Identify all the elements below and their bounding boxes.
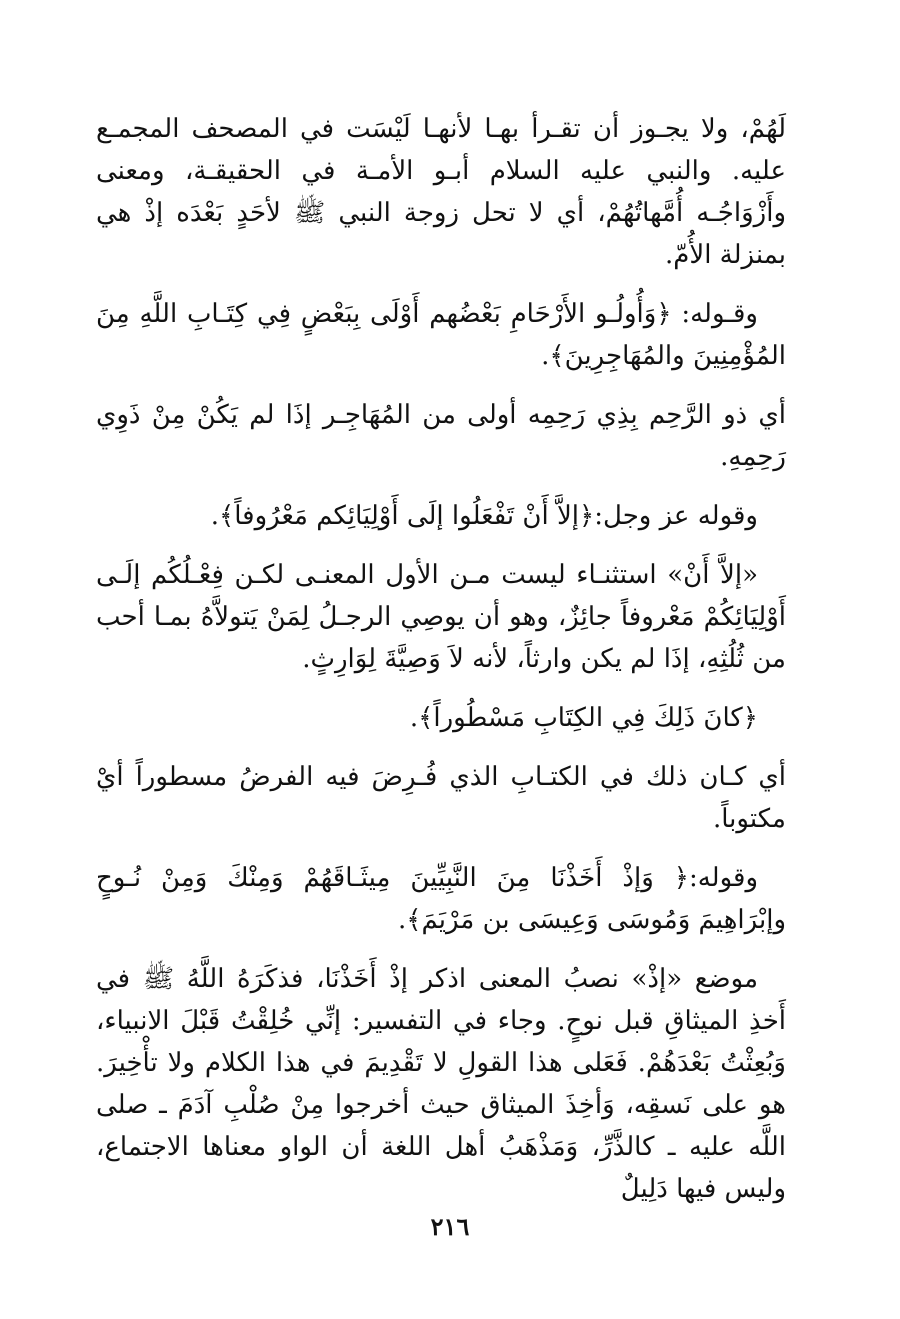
paragraph-2: وقـوله: ﴿وَأُولُـو الأَرْحَامِ بَعْضُهم أَوْلَى بِبَعْضٍ فِي كِتَـابِ اللَّهِ مِنَ المُؤْمِنِينَ والمُهَاجِرِينَ﴾.	[96, 299, 786, 371]
page-number: ٢١٦	[430, 1212, 470, 1241]
paragraph-1: لَهُمْ، ولا يجـوز أن تقـرأ بهـا لأنهـا لَيْسَت في المصحف المجمـع عليه. والنبي عليه السلام أبـو الأمـة في الحقيقـة، ومعنى وأَزْوَاجُـه أُمَّهاتُهُمْ، أي لا تحل زوجة النبي ﷺ لأحَدٍ بَعْدَه إذْ هي بمنزلة الأُمّ.	[96, 114, 786, 270]
paragraph-5: «إلاَّ أَنْ» استثنـاء ليست مـن الأول المعنـى لكـن فِعْـلُكُم إلَـى أَوْلِيَائِكُمْ مَعْروفاً جائِزٌ، وهو أن يوصِي الرجـلُ لِمَنْ يَتولاَّهُ بمـا أحب من ثُلُثِهِ، إذَا لم يكن وارثاً، لأنه لاَ وَصِيَّةَ لِوَارِثٍ.	[96, 560, 786, 674]
paragraph-9: موضع «إذْ» نصبُ المعنى اذكر إذْ أَخَذْنَا، فذكَرَهُ اللَّهُ ﷺ في أَخذِ الميثاقِ قبل نوحٍ. وجاء في التفسير: إنِّي خُلِقْتُ قَبْلَ الانبياء، وَبُعِثْتُ بَعْدَهُمْ. فَعَلى هذا القولِ لا تَقْدِيمَ في هذا الكلام ولا تأْخِيرَ. هو على نَسقِه، وَأخِذَ الميثاق حيث أخرجوا مِنْ صُلْبِ آدَمَ ـ صلى اللَّه عليه ـ كالذَّرِّ، وَمَذْهَبُ أهل اللغة أن الواو معناها الاجتماع، وليس فيها دَلِيلٌ	[96, 964, 786, 1204]
paragraph-7: أي كـان ذلك في الكتـابِ الذي فُـرِضَ فيه الفرضُ مسطوراً أيْ مكتوباً.	[96, 762, 786, 834]
body-text	[96, 108, 786, 1227]
paragraph-3: أي ذو الرَّحِم بِذِي رَحِمِه أولى من المُهَاجِـر إذَا لم يَكُنْ مِنْ ذَوِي رَحِمِهِ.	[96, 400, 786, 472]
paragraph-4: وقوله عز وجل:﴿إلاَّ أَنْ تَفْعَلُوا إلَى أَوْلِيَائِكم مَعْرُوفاً﴾.	[210, 501, 758, 531]
paragraph-8: وقوله:﴿ وَإذْ أَخَذْنَا مِنَ النَّبِيِّينَ مِيثَـاقَهُمْ وَمِنْكَ وَمِنْ نُـوحٍ وإبْرَاهِيمَ وَمُوسَى وَعِيسَى بن مَرْيَمَ﴾.	[96, 863, 786, 935]
paragraph-6: ﴿كانَ ذَلِكَ فِي الكِتَابِ مَسْطُوراً﴾.	[409, 703, 758, 733]
